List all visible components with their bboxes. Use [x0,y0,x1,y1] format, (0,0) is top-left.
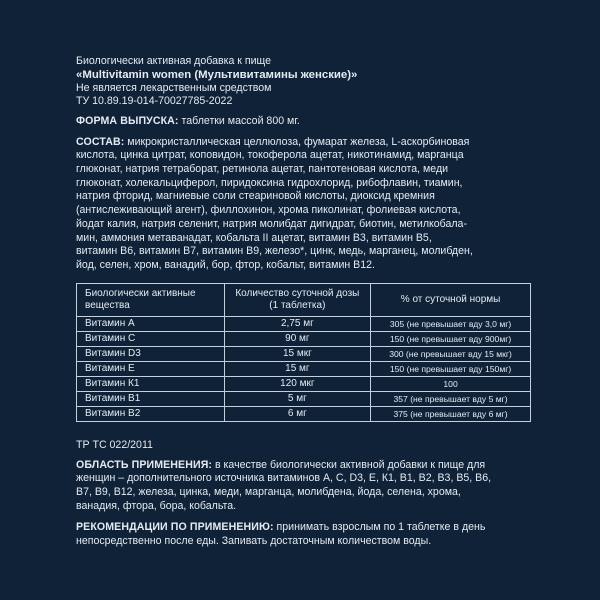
table-row [77,331,531,346]
substance-name: Витамин В2 [77,406,225,421]
recommendations [76,521,528,548]
header-substance: Биологически активные вещества [77,283,225,316]
substance-dose: 120 мкг [224,376,371,391]
substance-dose: 15 мг [224,361,371,376]
nutrient-table [76,283,531,422]
substance-percent: 375 (не превышает вду 6 мг) [371,406,531,421]
composition-line: глюконат, холекальциферол, пиридоксина гидрохлорид, рибофлавин, тиамин, [76,176,463,189]
composition-line: йод, селен, хром, ванадий, бор, фтор, кобальт, витамин B12. [76,258,375,271]
usage-label: ОБЛАСТЬ ПРИМЕНЕНИЯ: [76,458,213,471]
tu-code: ТУ 10.89.19-014-70027785-2022 [76,95,233,107]
release-form-label: ФОРМА ВЫПУСКА: [76,115,179,127]
substance-percent: 150 (не превышает вду 900мг) [371,331,531,346]
not-medicine-note: Не является лекарственным средством [76,82,272,94]
table-row [77,376,531,391]
supplement-type: Биологически активная добавка к пище [76,55,272,67]
table-row [77,406,531,421]
table-row [77,316,531,331]
substance-percent: 305 (не превышает вду 3,0 мг) [371,316,531,331]
usage-first-line: в качестве биологически активной добавки к пище для [212,458,486,471]
usage-line [76,459,528,473]
release-form-value: таблетки массой 800 мг. [178,115,300,127]
substance-percent: 150 (не превышает вду 150мг) [371,361,531,376]
substance-name: Витамин С [77,331,225,346]
substance-dose: 90 мг [224,331,371,346]
recommend-line [76,521,528,535]
composition-line: глюконат, натрия тетраборат, ретинола ацетат, пантотеновая кислота, меди [76,163,449,175]
composition-line: кислота, цинка цитрат, коповидон, токоферола ацетат, никотинамид, марганца [76,149,464,162]
substance-name: Витамин В1 [77,391,225,406]
recommend-label: РЕКОМЕНДАЦИИ ПО ПРИМЕНЕНИЮ: [76,521,274,534]
composition-first-line: микрокристаллическая целлюлоза, фумарат железа, L-аскорбиновая [124,135,470,148]
composition [76,136,528,273]
substance-percent: 300 (не превышает вду 15 мкг) [371,346,531,361]
recommend-line: непосредственно после еды. Запивать достаточным количеством воды. [76,535,432,548]
table-row [77,346,531,361]
substance-dose: 15 мкг [224,346,371,361]
table-row [77,361,531,376]
table-row [77,391,531,406]
header-percent: % от суточной нормы [371,283,531,316]
composition-line [76,136,528,150]
substance-name: Витамин D3 [77,346,225,361]
usage-line: ванадия, фтора, бора, кобальта. [76,499,237,512]
technical-regulation: ТР ТС 022/2011 [76,438,153,451]
composition-line: (антислеживающий агент), филлохинон, хрома пиколинат, фолиевая кислота, [76,204,461,217]
substance-dose: 6 мг [224,406,371,421]
usage-area [76,459,528,514]
usage-line: В7, В9, В12, железа, цинка, меди, марганца, молибдена, йода, селена, хрома, [76,486,461,499]
release-form [76,115,528,129]
substance-dose: 5 мг [224,391,371,406]
substance-name: Витамин Е [77,361,225,376]
substance-dose: 2,75 мг [224,316,371,331]
composition-label: СОСТАВ: [76,135,125,148]
substance-name: Витамин А [77,316,225,331]
table-header-row [77,283,531,316]
composition-line: натрия фторид, магниевые соли стеариновой кислоты, диоксид кремния [76,190,435,203]
composition-line: йодат калия, натрия селенит, натрия молибдат дигидрат, биотин, метилкобала- [76,217,467,230]
composition-line: витамин B6, витамин B7, витамин B9, железо*, цинк, медь, марганец, молибден, [76,245,473,258]
product-name: «Multivitamin women (Мультивитамины женские)» [76,69,358,81]
substance-percent: 100 [371,376,531,391]
usage-line: женщин – дополнительного источника витаминов А, С, D3, Е, К1, В1, В2, В3, В5, В6, [76,472,492,485]
substance-name: Витамин К1 [77,376,225,391]
substance-percent: 357 (не превышает вду 5 мг) [371,391,531,406]
recommend-first-line: принимать взрослым по 1 таблетке в день [273,521,486,534]
intro-block [76,55,528,108]
header-dose: Количество суточной дозы (1 таблетка) [224,283,371,316]
composition-line: мин, аммония метаванадат, кобальта II ацетат, витамин B3, витамин B5, [76,231,432,244]
